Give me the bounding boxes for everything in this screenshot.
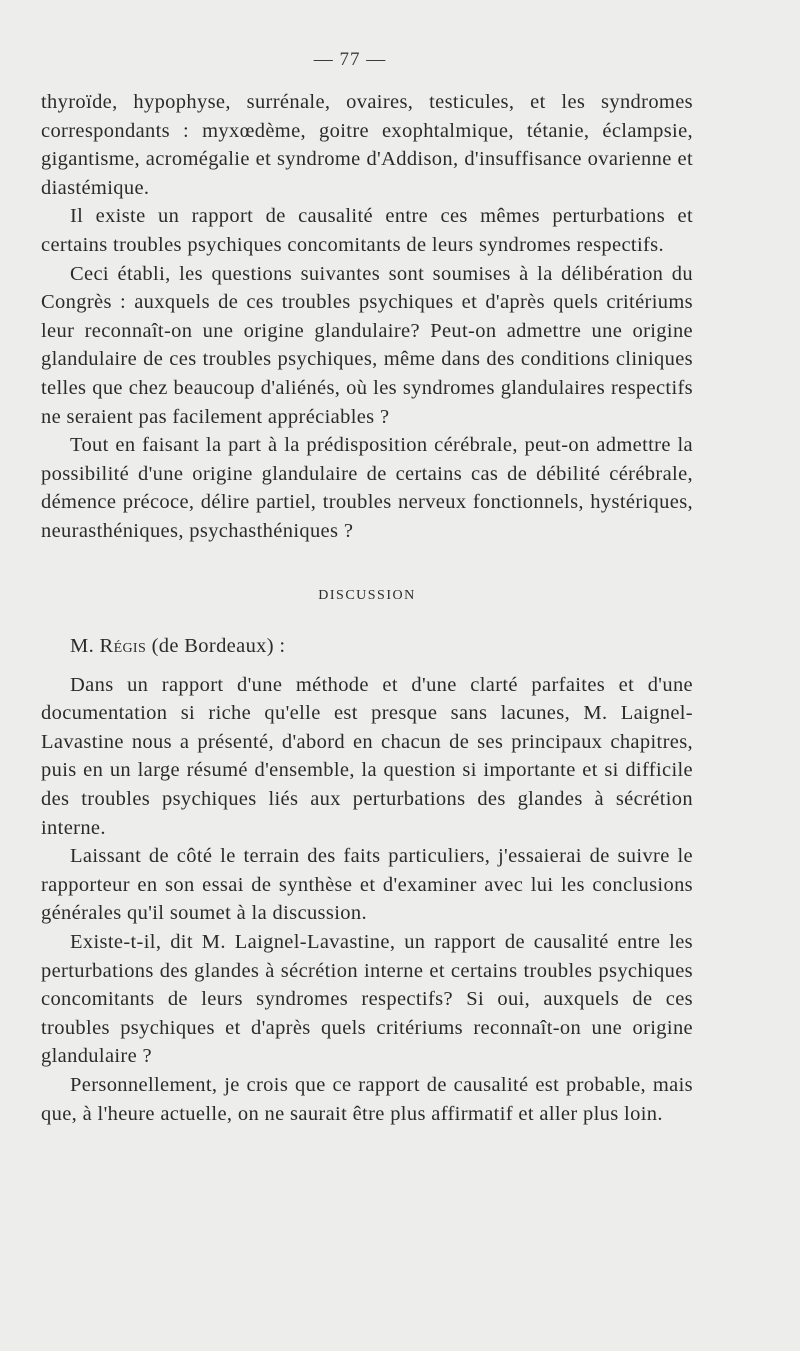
speaker-prefix: M. [70,635,95,658]
page-body [41,88,693,1128]
paragraph: Il existe un rapport de causalité entre ces mêmes perturbations et certains troubles psychiques concomitants de leurs syndromes respectifs. [41,205,693,256]
speaker-name: Régis [99,635,147,658]
speaker-affiliation: (de Bordeaux) : [151,635,286,658]
speaker-line [41,632,693,661]
paragraph: Laissant de côté le terrain des faits particuliers, j'essaierai de suivre le rapporteur en son essai de synthèse et d'examiner avec lui les conclusions générales qu'il soumet à la discussion. [41,845,693,925]
paragraph: thyroïde, hypophyse, surrénale, ovaires, testicules, et les syndromes correspondants : myxœdème, goitre exophtalmique, tétanie, éclampsie, gigantisme, acromégalie et syndrome d'Addison, d'insuffisance ovarienne et diastémique. [41,91,693,199]
paragraph: Ceci établi, les questions suivantes sont soumises à la délibération du Congrès : auxquels de ces troubles psychiques et d'après quels critériums leur reconnaît-on une origine glandulaire? Peut-on admettre une origine glandulaire de ces troubles psychiques, même dans des conditions cliniques telles que chez beaucoup d'aliénés, où les syndromes glandulaires respectifs ne seraient pas facilement appréciables ? [41,262,693,428]
paragraph: Dans un rapport d'une méthode et d'une clarté parfaites et d'une documentation si riche qu'elle est presque sans lacunes, M. Laignel-Lavastine nous a présenté, d'abord en chacun de ses principaux chapitres, puis en un large résumé d'ensemble, la question si importante et si difficile des troubles psychiques liés aux perturbations des glandes à sécrétion interne. [41,673,693,839]
section-heading: DISCUSSION [318,587,416,603]
paragraph: Existe-t-il, dit M. Laignel-Lavastine, un rapport de causalité entre les perturbations des glandes à sécrétion interne et certains troubles psychiques concomitants de leurs syndromes respectifs? Si oui, auxquels de ces troubles psychiques et d'après quels critériums reconnaît-on une origine glandulaire ? [41,931,693,1068]
paragraph: Personnellement, je crois que ce rapport de causalité est probable, mais que, à l'heure actuelle, on ne saurait être plus affirmatif et aller plus loin. [41,1074,693,1125]
paragraph: Tout en faisant la part à la prédisposition cérébrale, peut-on admettre la possibilité d'une origine glandulaire de certains cas de débilité cérébrale, démence précoce, délire partiel, troubles nerveux fonctionnels, hystériques, neurasthéniques, psychasthéniques ? [41,434,693,542]
page-number: — 77 — [313,49,387,70]
